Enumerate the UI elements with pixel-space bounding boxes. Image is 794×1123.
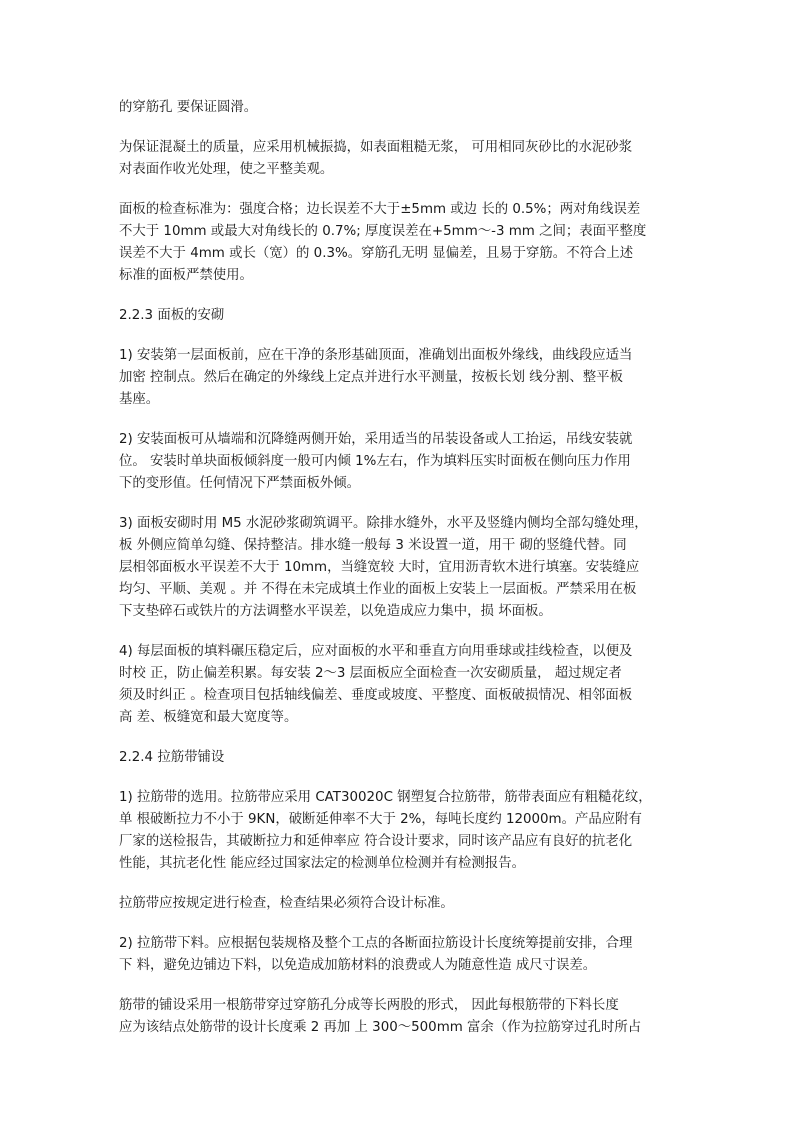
text-line: 时校 正，防止偏差积累。每安装 2～3 层面板应全面检查一次安砌质量， 超过规定者 bbox=[119, 666, 622, 681]
paragraph-strip-inspection bbox=[119, 893, 685, 915]
paragraph-step-3 bbox=[119, 513, 685, 623]
text-line: 拉筋带应按规定进行检查，检查结果必须符合设计标准。 bbox=[119, 896, 454, 911]
text-line: 对表面作收光处理，使之平整美观。 bbox=[119, 162, 334, 177]
text-line: 下的变形值。任何情况下严禁面板外倾。 bbox=[119, 476, 361, 491]
text-line: 为保证混凝土的质量，应采用机械振捣，如表面粗糙无浆， 可用相同灰砂比的水泥砂浆 bbox=[119, 140, 633, 155]
text-line: 筋带的铺设采用一根筋带穿过穿筋孔分成等长两股的形式， 因此每根筋带的下料长度 bbox=[119, 998, 619, 1013]
paragraph-strip-laying-method bbox=[119, 995, 685, 1039]
text-line: 3) 面板安砌时用 M5 水泥砂浆砌筑调平。除排水缝外，水平及竖缝内侧均全部勾缝处理， bbox=[119, 516, 648, 531]
paragraph-step-2 bbox=[119, 429, 685, 495]
text-line: 性能，其抗老化性 能应经过国家法定的检测单位检测并有检测报告。 bbox=[119, 856, 525, 871]
text-line: 下支垫碎石或铁片的方法调整水平误差，以免造成应力集中，损 坏面板。 bbox=[119, 604, 552, 619]
paragraph-strip-cutting bbox=[119, 933, 685, 977]
text-line: 面板的检查标准为：强度合格；边长误差不大于±5mm 或边 长的 0.5%；两对角线误差 bbox=[119, 202, 641, 217]
text-line: 误差不大于 4mm 或长（宽）的 0.3%。穿筋孔无明 显偏差，且易于穿筋。不符合上述 bbox=[119, 246, 634, 261]
text-line: 1) 安装第一层面板前，应在干净的条形基础顶面，准确划出面板外缘线，曲线段应适当 bbox=[119, 348, 633, 363]
text-line: 2) 拉筋带下料。应根据包装规格及整个工点的各断面拉筋设计长度统筹提前安排，合理 bbox=[119, 936, 633, 951]
text-line: 板 外侧应简单勾缝、保持整洁。排水缝一般每 3 米设置一道，用干 砌的竖缝代替。同 bbox=[119, 538, 627, 553]
section-heading-strip-laying: 2.2.4 拉筋带铺设 bbox=[119, 750, 225, 765]
text-line: 高 差、板缝宽和最大宽度等。 bbox=[119, 710, 298, 725]
section-heading-panel-installation: 2.2.3 面板的安砌 bbox=[119, 308, 225, 323]
paragraph-hole-smoothness bbox=[119, 97, 685, 119]
paragraph-step-4 bbox=[119, 641, 685, 729]
text-line: 基座。 bbox=[119, 392, 160, 407]
document-page bbox=[119, 97, 685, 1057]
text-line: 的穿筋孔 要保证圆滑。 bbox=[119, 100, 258, 115]
text-line: 加密 控制点。然后在确定的外缘线上定点并进行水平测量，按板长划 线分割、整平板 bbox=[119, 370, 623, 385]
text-line: 2) 安装面板可从墙端和沉降缝两侧开始，采用适当的吊装设备或人工抬运，吊线安装就 bbox=[119, 432, 633, 447]
text-line: 1) 拉筋带的选用。拉筋带应采用 CAT30020C 钢塑复合拉筋带，筋带表面应有粗糙花纹， bbox=[119, 790, 652, 805]
paragraph-inspection-standard bbox=[119, 199, 685, 287]
text-line: 须及时纠正 。检查项目包括轴线偏差、垂度或坡度、平整度、面板破损情况、相邻面板 bbox=[119, 688, 633, 703]
text-line: 厂家的送检报告，其破断拉力和延伸率应 符合设计要求，同时该产品应有良好的抗老化 bbox=[119, 834, 633, 849]
text-line: 下 料，避免边铺边下料，以免造成加筋材料的浪费或人为随意性造 成尺寸误差。 bbox=[119, 958, 597, 973]
text-line: 应为该结点处筋带的设计长度乘 2 再加 上 300～500mm 富余（作为拉筋穿过孔时所占 bbox=[119, 1020, 642, 1035]
paragraph-concrete-quality bbox=[119, 137, 685, 181]
text-line: 层相邻面板水平误差不大于 10mm，当缝宽较 大时，宜用沥青软木进行填塞。安装缝应 bbox=[119, 560, 640, 575]
text-line: 不大于 10mm 或最大对角线长的 0.7%; 厚度误差在+5mm～-3 mm 之间；表面平整度 bbox=[119, 224, 647, 239]
text-line: 4) 每层面板的填料碾压稳定后，应对面板的水平和垂直方向用垂球或挂线检查，以便及 bbox=[119, 644, 633, 659]
paragraph-strip-selection bbox=[119, 787, 685, 875]
text-line: 单 根破断拉力不小于 9KN，破断延伸率不大于 2%，每吨长度约 12000m。产品应附有 bbox=[119, 812, 642, 827]
text-line: 标准的面板严禁使用。 bbox=[119, 268, 253, 283]
text-line: 位。 安装时单块面板倾斜度一般可内倾 1%左右，作为填料压实时面板在侧向压力作用 bbox=[119, 454, 631, 469]
text-line: 均匀、平顺、美观 。并 不得在未完成填土作业的面板上安装上一层面板。严禁采用在板 bbox=[119, 582, 637, 597]
paragraph-step-1 bbox=[119, 345, 685, 411]
